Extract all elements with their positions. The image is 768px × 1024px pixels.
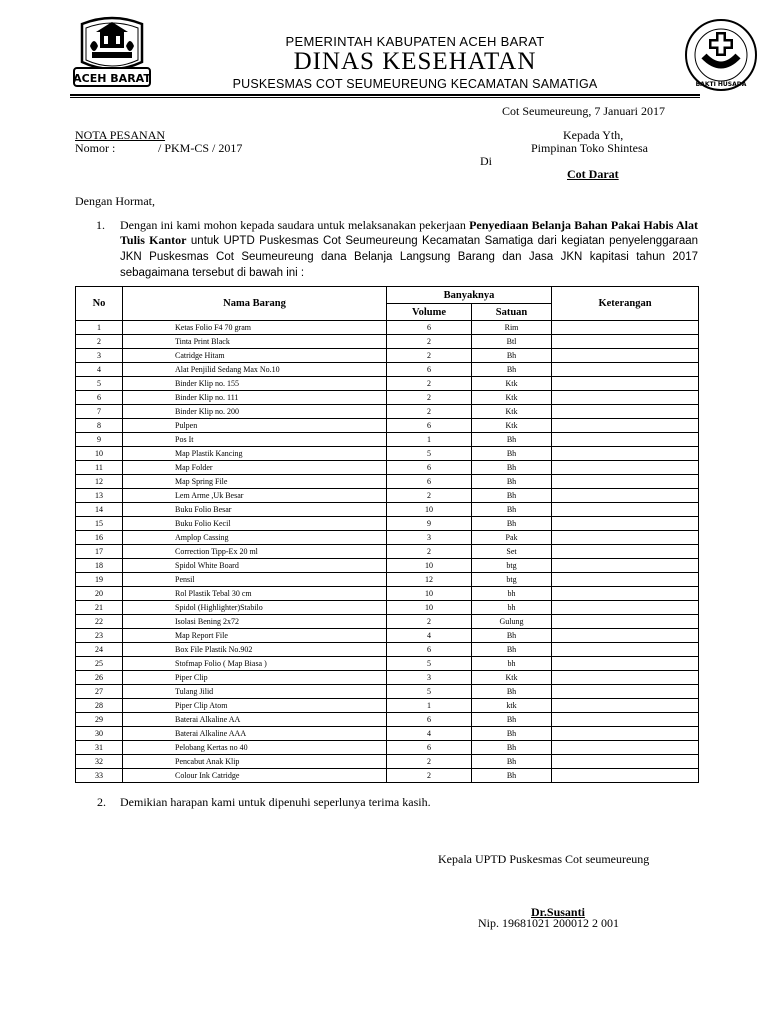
nota-title: NOTA PESANAN <box>75 128 166 142</box>
table-row <box>76 755 699 769</box>
row-item-name: Pos It <box>123 433 387 447</box>
row-notes <box>552 405 699 419</box>
row-unit: Bh <box>472 755 552 769</box>
table-row <box>76 503 699 517</box>
row-notes <box>552 755 699 769</box>
items-table <box>75 286 699 783</box>
row-number: 24 <box>76 643 123 657</box>
row-notes <box>552 545 699 559</box>
table-row <box>76 405 699 419</box>
row-number: 5 <box>76 377 123 391</box>
row-number: 8 <box>76 419 123 433</box>
row-item-name: Lem Arme ,Uk Besar <box>123 489 387 503</box>
row-unit: Bh <box>472 489 552 503</box>
row-item-name: Catridge Hitam <box>123 349 387 363</box>
nomor-value: / PKM-CS / 2017 <box>158 141 243 155</box>
table-row <box>76 419 699 433</box>
row-item-name: Baterai Alkaline AA <box>123 713 387 727</box>
row-number: 9 <box>76 433 123 447</box>
row-unit: Bh <box>472 629 552 643</box>
signature-name: Dr.Susanti <box>531 905 585 919</box>
row-notes <box>552 419 699 433</box>
paragraph-2: Demikian harapan kami untuk dipenuhi seperlunya terima kasih. <box>120 795 431 809</box>
header-rule-thick <box>70 94 700 96</box>
row-number: 11 <box>76 461 123 475</box>
row-notes <box>552 573 699 587</box>
paragraph-1-number: 1. <box>96 218 105 232</box>
signature-role: Kepala UPTD Puskesmas Cot seumeureung <box>438 852 650 866</box>
table-row <box>76 433 699 447</box>
table-row <box>76 601 699 615</box>
row-unit: bh <box>472 587 552 601</box>
row-volume: 3 <box>387 671 472 685</box>
row-item-name: Stofmap Folio ( Map Biasa ) <box>123 657 387 671</box>
row-notes <box>552 769 699 783</box>
table-row <box>76 475 699 489</box>
row-volume: 2 <box>387 755 472 769</box>
row-unit: Bh <box>472 503 552 517</box>
row-item-name: Map Report File <box>123 629 387 643</box>
header-no: No <box>76 287 123 321</box>
row-notes <box>552 559 699 573</box>
paragraph-1-post: untuk UPTD Puskesmas Cot Seumeureung Kecamatan Samatiga dari kegiatan penyelenggaraan JKN Puskesmas Cot Seumeureung dana Belanja Langsung Barang dan Jasa JKN kapitasi tahun 2017 sebagaimana tersebut di bawah ini : <box>120 235 699 279</box>
row-volume: 10 <box>387 503 472 517</box>
row-unit: Ktk <box>472 671 552 685</box>
recipient-name: Pimpinan Toko Shintesa <box>531 141 648 155</box>
row-unit: btg <box>472 559 552 573</box>
row-unit: Bh <box>472 433 552 447</box>
row-unit: Bh <box>472 727 552 741</box>
row-volume: 2 <box>387 405 472 419</box>
row-volume: 6 <box>387 363 472 377</box>
table-row <box>76 615 699 629</box>
row-unit: Bh <box>472 517 552 531</box>
row-number: 16 <box>76 531 123 545</box>
logo-left-text: ACEH BARAT <box>73 72 151 85</box>
row-notes <box>552 587 699 601</box>
row-item-name: Spidol (Highlighter)Stabilo <box>123 601 387 615</box>
row-item-name: Box File Plastik No.902 <box>123 643 387 657</box>
row-number: 29 <box>76 713 123 727</box>
row-volume: 4 <box>387 629 472 643</box>
row-unit: Bh <box>472 363 552 377</box>
row-unit: Bh <box>472 685 552 699</box>
row-item-name: Buku Folio Besar <box>123 503 387 517</box>
row-item-name: Tulang Jilid <box>123 685 387 699</box>
table-row <box>76 321 699 335</box>
row-number: 14 <box>76 503 123 517</box>
row-notes <box>552 699 699 713</box>
row-number: 15 <box>76 517 123 531</box>
row-item-name: Map Plastik Kancing <box>123 447 387 461</box>
row-unit: Pak <box>472 531 552 545</box>
row-number: 25 <box>76 657 123 671</box>
row-unit: Bh <box>472 713 552 727</box>
row-notes <box>552 741 699 755</box>
row-volume: 2 <box>387 349 472 363</box>
row-volume: 6 <box>387 643 472 657</box>
row-item-name: Binder Klip no. 200 <box>123 405 387 419</box>
row-notes <box>552 363 699 377</box>
header-rule-thin <box>70 97 700 98</box>
row-notes <box>552 671 699 685</box>
row-item-name: Pencabut Anak Klip <box>123 755 387 769</box>
row-item-name: Amplop Cassing <box>123 531 387 545</box>
row-notes <box>552 335 699 349</box>
header-volume: Volume <box>387 304 472 321</box>
row-item-name: Spidol White Board <box>123 559 387 573</box>
row-volume: 1 <box>387 699 472 713</box>
table-row <box>76 363 699 377</box>
recipient-di: Di <box>480 154 492 168</box>
row-volume: 6 <box>387 321 472 335</box>
table-row <box>76 559 699 573</box>
row-unit: Bh <box>472 461 552 475</box>
row-item-name: Alat Penjilid Sedang Max No.10 <box>123 363 387 377</box>
date-line: Cot Seumeureung, 7 Januari 2017 <box>502 104 665 118</box>
table-row <box>76 629 699 643</box>
row-unit: Ktk <box>472 391 552 405</box>
row-notes <box>552 517 699 531</box>
row-volume: 6 <box>387 741 472 755</box>
nomor-label: Nomor : <box>75 141 116 155</box>
row-notes <box>552 349 699 363</box>
paragraph-1-bold: Penyediaan Belanja Bahan Pakai Habis Alat Tulis Kantor <box>120 218 699 247</box>
paragraph-2-number: 2. <box>97 795 106 809</box>
row-number: 10 <box>76 447 123 461</box>
row-volume: 9 <box>387 517 472 531</box>
table-row <box>76 391 699 405</box>
row-unit: Set <box>472 545 552 559</box>
row-item-name: Ketas Folio F4 70 gram <box>123 321 387 335</box>
row-volume: 2 <box>387 377 472 391</box>
row-unit: bh <box>472 657 552 671</box>
row-number: 18 <box>76 559 123 573</box>
row-item-name: Pelobang Kertas no 40 <box>123 741 387 755</box>
row-unit: ktk <box>472 699 552 713</box>
row-volume: 5 <box>387 685 472 699</box>
table-row <box>76 769 699 783</box>
table-row <box>76 671 699 685</box>
row-unit: Bh <box>472 475 552 489</box>
row-unit: Bh <box>472 769 552 783</box>
row-notes <box>552 657 699 671</box>
row-number: 20 <box>76 587 123 601</box>
table-row <box>76 447 699 461</box>
bakti-husada-logo-icon <box>684 18 758 92</box>
row-volume: 2 <box>387 545 472 559</box>
row-unit: bh <box>472 601 552 615</box>
row-volume: 2 <box>387 391 472 405</box>
row-number: 27 <box>76 685 123 699</box>
paragraph-1 <box>96 218 699 281</box>
header-satuan: Satuan <box>472 304 552 321</box>
row-item-name: Piper Clip <box>123 671 387 685</box>
row-notes <box>552 377 699 391</box>
paragraph-1-pre: Dengan ini kami mohon kepada saudara untuk melaksanakan pekerjaan <box>120 218 470 232</box>
table-row <box>76 349 699 363</box>
row-unit: Bh <box>472 643 552 657</box>
row-notes <box>552 489 699 503</box>
table-row <box>76 531 699 545</box>
row-number: 26 <box>76 671 123 685</box>
row-notes <box>552 461 699 475</box>
table-row <box>76 727 699 741</box>
table-row <box>76 573 699 587</box>
row-number: 3 <box>76 349 123 363</box>
row-notes <box>552 685 699 699</box>
table-row <box>76 489 699 503</box>
greeting: Dengan Hormat, <box>75 194 155 208</box>
row-notes <box>552 615 699 629</box>
row-unit: btg <box>472 573 552 587</box>
row-item-name: Binder Klip no. 155 <box>123 377 387 391</box>
header-banyaknya: Banyaknya <box>387 287 552 304</box>
row-unit: Gulung <box>472 615 552 629</box>
row-volume: 1 <box>387 433 472 447</box>
row-number: 33 <box>76 769 123 783</box>
row-unit: Rim <box>472 321 552 335</box>
table-row <box>76 643 699 657</box>
table-row <box>76 587 699 601</box>
row-item-name: Binder Klip no. 111 <box>123 391 387 405</box>
row-number: 23 <box>76 629 123 643</box>
row-volume: 10 <box>387 587 472 601</box>
row-number: 22 <box>76 615 123 629</box>
row-volume: 3 <box>387 531 472 545</box>
row-item-name: Isolasi Bening 2x72 <box>123 615 387 629</box>
header-nama-barang: Nama Barang <box>123 287 387 321</box>
row-number: 28 <box>76 699 123 713</box>
row-item-name: Colour Ink Catridge <box>123 769 387 783</box>
row-number: 19 <box>76 573 123 587</box>
row-item-name: Pensil <box>123 573 387 587</box>
row-item-name: Baterai Alkaline AAA <box>123 727 387 741</box>
row-number: 32 <box>76 755 123 769</box>
row-notes <box>552 601 699 615</box>
row-unit: Btl <box>472 335 552 349</box>
row-item-name: Rol Plastik Tebal 30 cm <box>123 587 387 601</box>
row-unit: Ktk <box>472 377 552 391</box>
table-row <box>76 377 699 391</box>
signature-nip: Nip. 19681021 200012 2 001 <box>478 916 619 930</box>
header-puskesmas: PUSKESMAS COT SEUMEUREUNG KECAMATAN SAMATIGA <box>232 77 598 91</box>
table-row <box>76 461 699 475</box>
row-notes <box>552 391 699 405</box>
row-unit: Bh <box>472 447 552 461</box>
row-notes <box>552 727 699 741</box>
table-row <box>76 517 699 531</box>
row-number: 17 <box>76 545 123 559</box>
row-number: 13 <box>76 489 123 503</box>
row-volume: 6 <box>387 461 472 475</box>
row-item-name: Correction Tipp-Ex 20 ml <box>123 545 387 559</box>
row-number: 2 <box>76 335 123 349</box>
row-notes <box>552 447 699 461</box>
row-number: 6 <box>76 391 123 405</box>
row-number: 4 <box>76 363 123 377</box>
row-volume: 2 <box>387 615 472 629</box>
table-row <box>76 699 699 713</box>
logo-right-text: BAKTI HUSADA <box>695 81 747 88</box>
row-number: 30 <box>76 727 123 741</box>
row-item-name: Map Folder <box>123 461 387 475</box>
row-unit: Bh <box>472 741 552 755</box>
row-volume: 5 <box>387 657 472 671</box>
recipient-place: Cot Darat <box>567 167 619 181</box>
table-row <box>76 713 699 727</box>
row-volume: 2 <box>387 335 472 349</box>
table-row <box>76 545 699 559</box>
table-row <box>76 335 699 349</box>
row-number: 31 <box>76 741 123 755</box>
row-notes <box>552 531 699 545</box>
items-table-body <box>76 321 699 783</box>
row-number: 12 <box>76 475 123 489</box>
row-unit: Ktk <box>472 405 552 419</box>
row-notes <box>552 475 699 489</box>
row-item-name: Buku Folio Kecil <box>123 517 387 531</box>
row-volume: 6 <box>387 713 472 727</box>
table-row <box>76 657 699 671</box>
row-notes <box>552 321 699 335</box>
row-item-name: Piper Clip Atom <box>123 699 387 713</box>
row-notes <box>552 433 699 447</box>
row-item-name: Map Spring File <box>123 475 387 489</box>
row-number: 21 <box>76 601 123 615</box>
row-item-name: Tinta Print Black <box>123 335 387 349</box>
row-notes <box>552 643 699 657</box>
header-agency: DINAS KESEHATAN <box>293 48 537 75</box>
row-volume: 6 <box>387 475 472 489</box>
table-row <box>76 741 699 755</box>
row-volume: 4 <box>387 727 472 741</box>
row-number: 1 <box>76 321 123 335</box>
row-number: 7 <box>76 405 123 419</box>
row-notes <box>552 503 699 517</box>
header-government: PEMERINTAH KABUPATEN ACEH BARAT <box>285 34 545 49</box>
row-unit: Ktk <box>472 419 552 433</box>
row-volume: 2 <box>387 769 472 783</box>
row-notes <box>552 713 699 727</box>
row-volume: 10 <box>387 601 472 615</box>
row-item-name: Pulpen <box>123 419 387 433</box>
aceh-barat-logo-icon <box>72 16 152 88</box>
row-volume: 2 <box>387 489 472 503</box>
row-volume: 6 <box>387 419 472 433</box>
row-unit: Bh <box>472 349 552 363</box>
recipient-to: Kepada Yth, <box>563 128 624 142</box>
row-notes <box>552 629 699 643</box>
row-volume: 12 <box>387 573 472 587</box>
header-keterangan: Keterangan <box>552 287 699 321</box>
row-volume: 5 <box>387 447 472 461</box>
row-volume: 10 <box>387 559 472 573</box>
table-row <box>76 685 699 699</box>
